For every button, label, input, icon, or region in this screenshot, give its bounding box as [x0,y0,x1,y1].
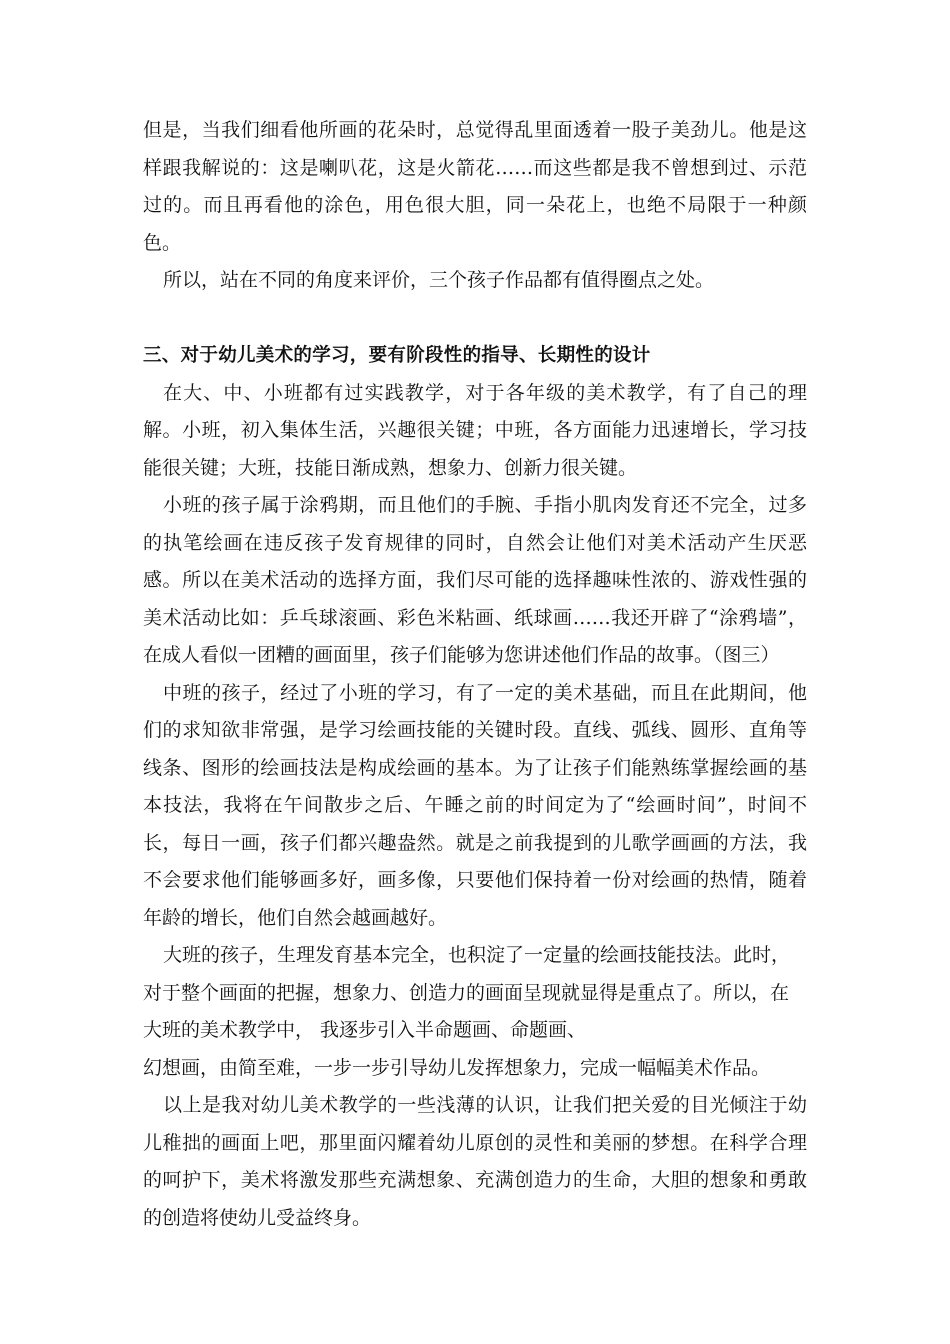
paragraph-grade-overview: 在大、中、小班都有过实践教学，对于各年级的美术教学，有了自己的理解。小班，初入集体生活，兴趣很关键；中班，各方面能力迅速增长，学习技能很关键；大班，技能日渐成熟，想象力、创新力很关键。 [143,381,807,479]
paragraph-flowers: 但是，当我们细看他所画的花朵时，总觉得乱里面透着一股子美劲儿。他是这样跟我解说的：这是喇叭花，这是火箭花……而这些都是我不曾想到过、示范过的。而且再看他的涂色，用色很大胆，同一朵花上，也绝不局限于一种颜色。 [143,119,807,254]
document-body [143,112,807,1237]
paragraph-small-class: 小班的孩子属于涂鸦期，而且他们的手腕、手指小肌肉发育还不完全，过多的执笔绘画在违反孩子发育规律的同时，自然会让他们对美术活动产生厌恶感。所以在美术活动的选择方面，我们尽可能的选择趣味性浓的、游戏性强的美术活动比如：乒乓球滚画、彩色米粘画、纸球画……我还开辟了“涂鸦墙”，在成人看似一团糟的画面里，孩子们能够为您讲述他们作品的故事。（图三） [143,494,807,666]
paragraph-evaluation: 所以，站在不同的角度来评价，三个孩子作品都有值得圈点之处。 [162,269,714,291]
paragraph-gap [143,300,807,338]
paragraph-large-class-continued: 幻想画，由简至难，一步一步引导幼儿发挥想象力，完成一幅幅美术作品。 [143,1056,771,1079]
paragraph-middle-class: 中班的孩子，经过了小班的学习，有了一定的美术基础，而且在此期间，他们的求知欲非常强，是学习绘画技能的关键时段。直线、弧线、圆形、直角等线条、图形的绘画技法是构成绘画的基本。为了让孩子们能熟练掌握绘画的基本技法，我将在午间散步之后、午睡之前的时间定为了“绘画时间”，时间不长，每日一画，孩子们都兴趣盎然。就是之前我提到的儿歌学画画的方法，我不会要求他们能够画多好，画多像，只要他们保持着一份对绘画的热情，随着年龄的增长，他们自然会越画越好。 [143,681,807,929]
paragraph-conclusion: 以上是我对幼儿美术教学的一些浅薄的认识，让我们把关爱的目光倾注于幼儿稚拙的画面上吧，那里面闪耀着幼儿原创的灵性和美丽的梦想。在科学合理的呵护下，美术将激发那些充满想象、充满创造力的生命，大胆的想象和勇敢的创造将使幼儿受益终身。 [143,1094,807,1229]
paragraph-large-class: 大班的孩子，生理发育基本完全，也积淀了一定量的绘画技能技法。此时，对于整个画面的把握，想象力、创造力的画面呈现就显得是重点了。所以，在大班的美术教学中， 我逐步引入半命题画、命题画、 [143,944,790,1041]
section-heading: 三、对于幼儿美术的学习，要有阶段性的指导、长期性的设计 [143,345,651,366]
